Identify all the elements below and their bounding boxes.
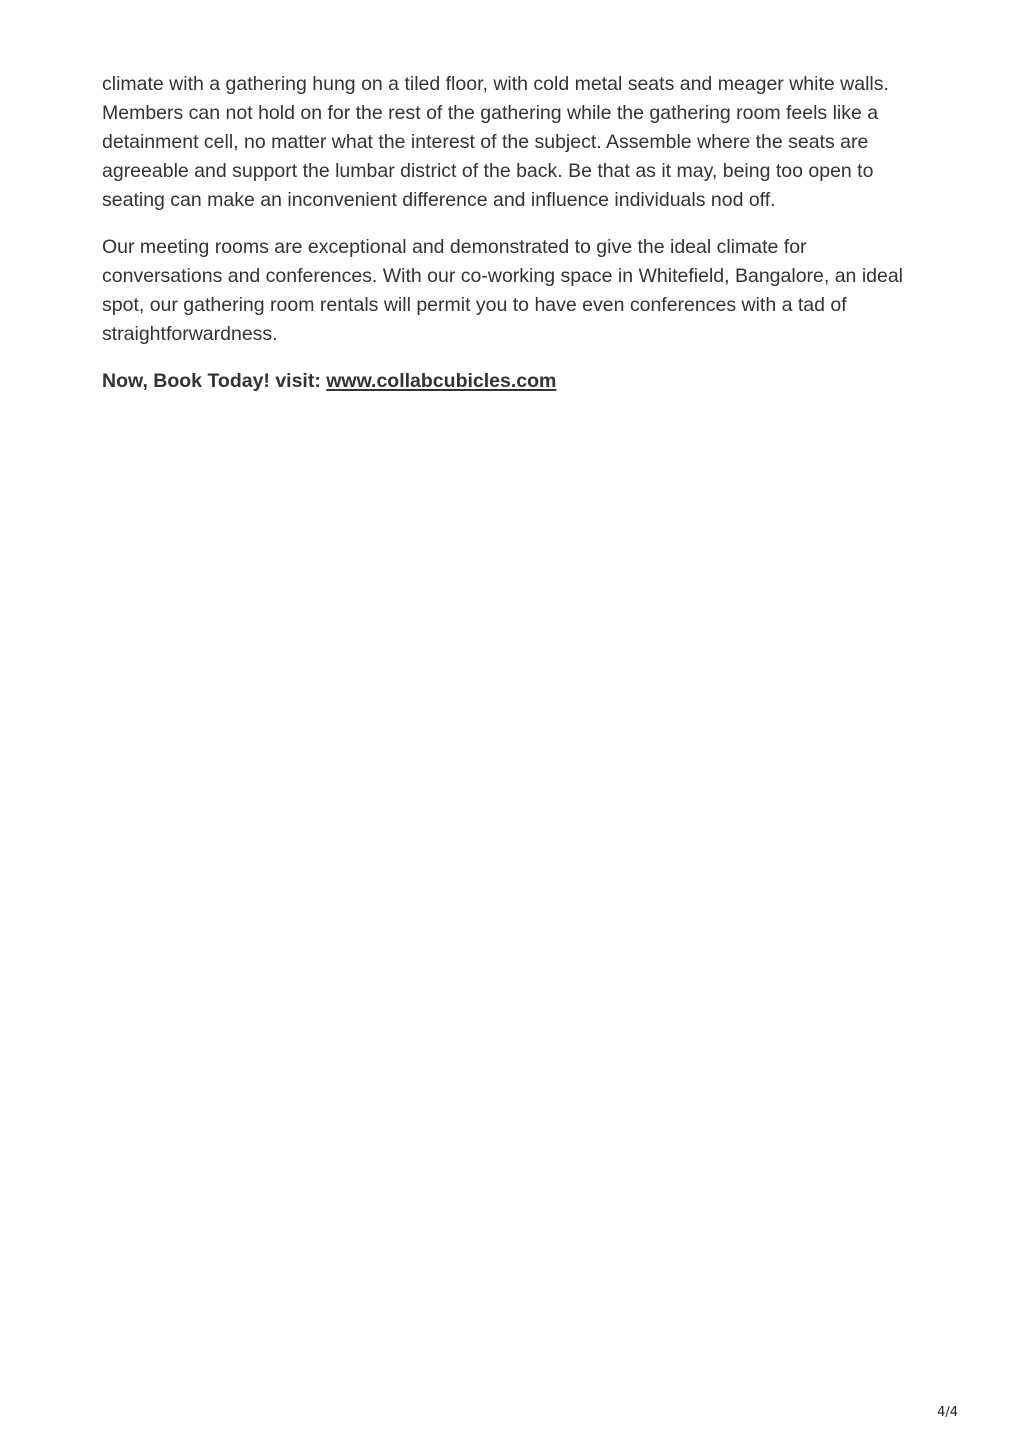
website-link[interactable]: www.collabcubicles.com [326,370,557,392]
body-paragraph: climate with a gathering hung on a tiled floor, with cold metal seats and meager white walls. Members can not hold on for the rest of the gathering while the gathering room feels like a detainment cell, no matter what the interest of the subject. Assemble where the seats are agreeable and support the lumbar district of the back. Be that as it may, being too open to seating can make an inconvenient difference and influence individuals nod off. [102,73,889,211]
body-paragraph: Our meeting rooms are exceptional and demonstrated to give the ideal climate for conversations and conferences. With our co-working space in Whitefield, Bangalore, an ideal spot, our gathering room rentals will permit you to have even conferences with a tad of straightforwardness. [102,236,904,345]
call-to-action [102,367,932,396]
cta-label: Now, Book Today! visit: [102,370,321,392]
page-number: 4/4 [937,1405,958,1420]
document-body [102,70,932,396]
